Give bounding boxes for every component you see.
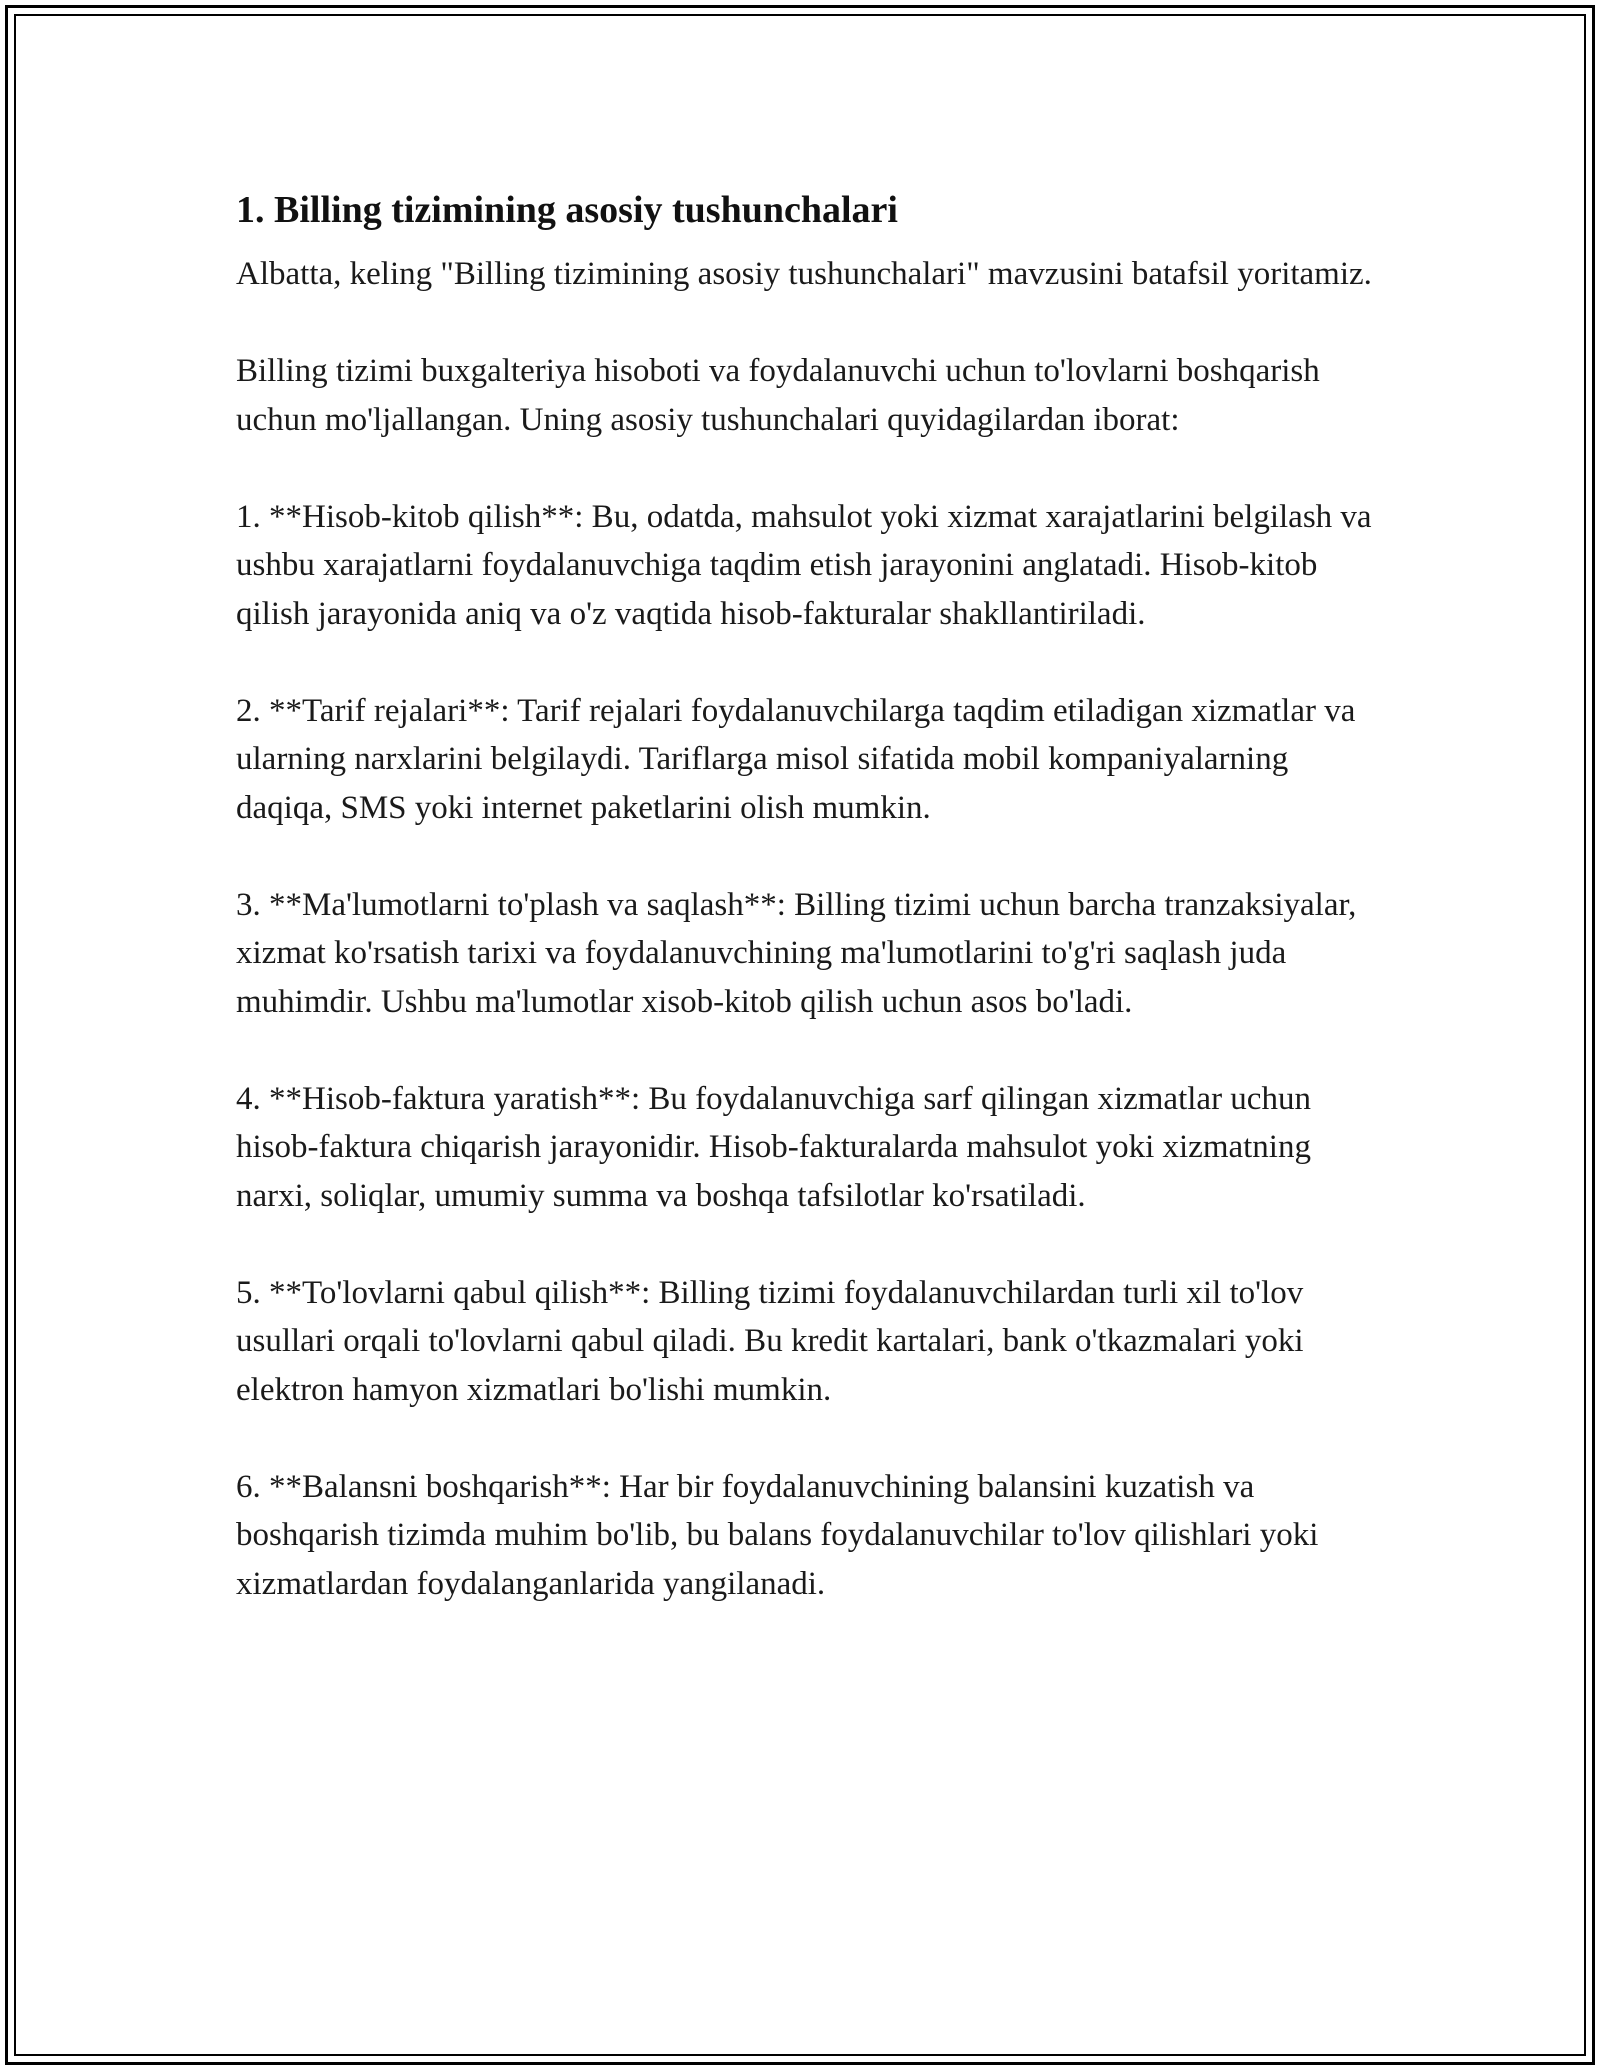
page-title: 1. Billing tizimining asosiy tushunchalari	[236, 189, 898, 231]
list-item: 3. **Ma'lumotlarni to'plash va saqlash**: Billing tizimi uchun barcha tranzaksiyalar, xizmat ko'rsatish tarixi va foydalanuvchining ma'lumotlarini to'g'ri saqlash juda muhimdir. Ushbu ma'lumotlar xisob-kitob qilish uchun asos bo'ladi.	[236, 886, 1357, 1020]
list-item: 2. **Tarif rejalari**: Tarif rejalari foydalanuvchilarga taqdim etiladigan xizmatlar va ularning narxlarini belgilaydi. Tariflarga misol sifatida mobil kompaniyalarning daqiqa, SMS yoki internet paketlarini olish mumkin.	[236, 692, 1356, 826]
overview-paragraph: Billing tizimi buxgalteriya hisoboti va foydalanuvchi uchun to'lovlarni boshqarish uchun mo'ljallangan. Uning asosiy tushunchalari quyidagilardan iborat:	[236, 353, 1320, 438]
list-item: 6. **Balansni boshqarish**: Har bir foydalanuvchining balansini kuzatish va boshqarish tizimda muhim bo'lib, bu balans foydalanuvchilar to'lov qilishlari yoki xizmatlardan foydalanganlarida yangilanadi.	[236, 1468, 1319, 1602]
list-item: 1. **Hisob-kitob qilish**: Bu, odatda, mahsulot yoki xizmat xarajatlarini belgilash va ushbu xarajatlarni foydalanuvchiga taqdim etish jarayonini anglatadi. Hisob-kitob qilish jarayonida aniq va o'z vaqtida hisob-fakturalar shakllantiriladi.	[236, 498, 1372, 632]
list-item: 4. **Hisob-faktura yaratish**: Bu foydalanuvchiga sarf qilingan xizmatlar uchun hisob-faktura chiqarish jarayonidir. Hisob-fakturalarda mahsulot yoki xizmatning narxi, soliqlar, umumiy summa va boshqa tafsilotlar ko'rsatiladi.	[236, 1080, 1311, 1214]
intro-paragraph: Albatta, keling "Billing tizimining asosiy tushunchalari" mavzusini batafsil yoritamiz.	[236, 256, 1372, 292]
list-item: 5. **To'lovlarni qabul qilish**: Billing tizimi foydalanuvchilardan turli xil to'lov usullari orqali to'lovlarni qabul qiladi. Bu kredit kartalari, bank o'tkazmalari yoki elektron hamyon xizmatlari bo'lishi mumkin.	[236, 1274, 1304, 1408]
document-body	[236, 186, 1386, 1657]
